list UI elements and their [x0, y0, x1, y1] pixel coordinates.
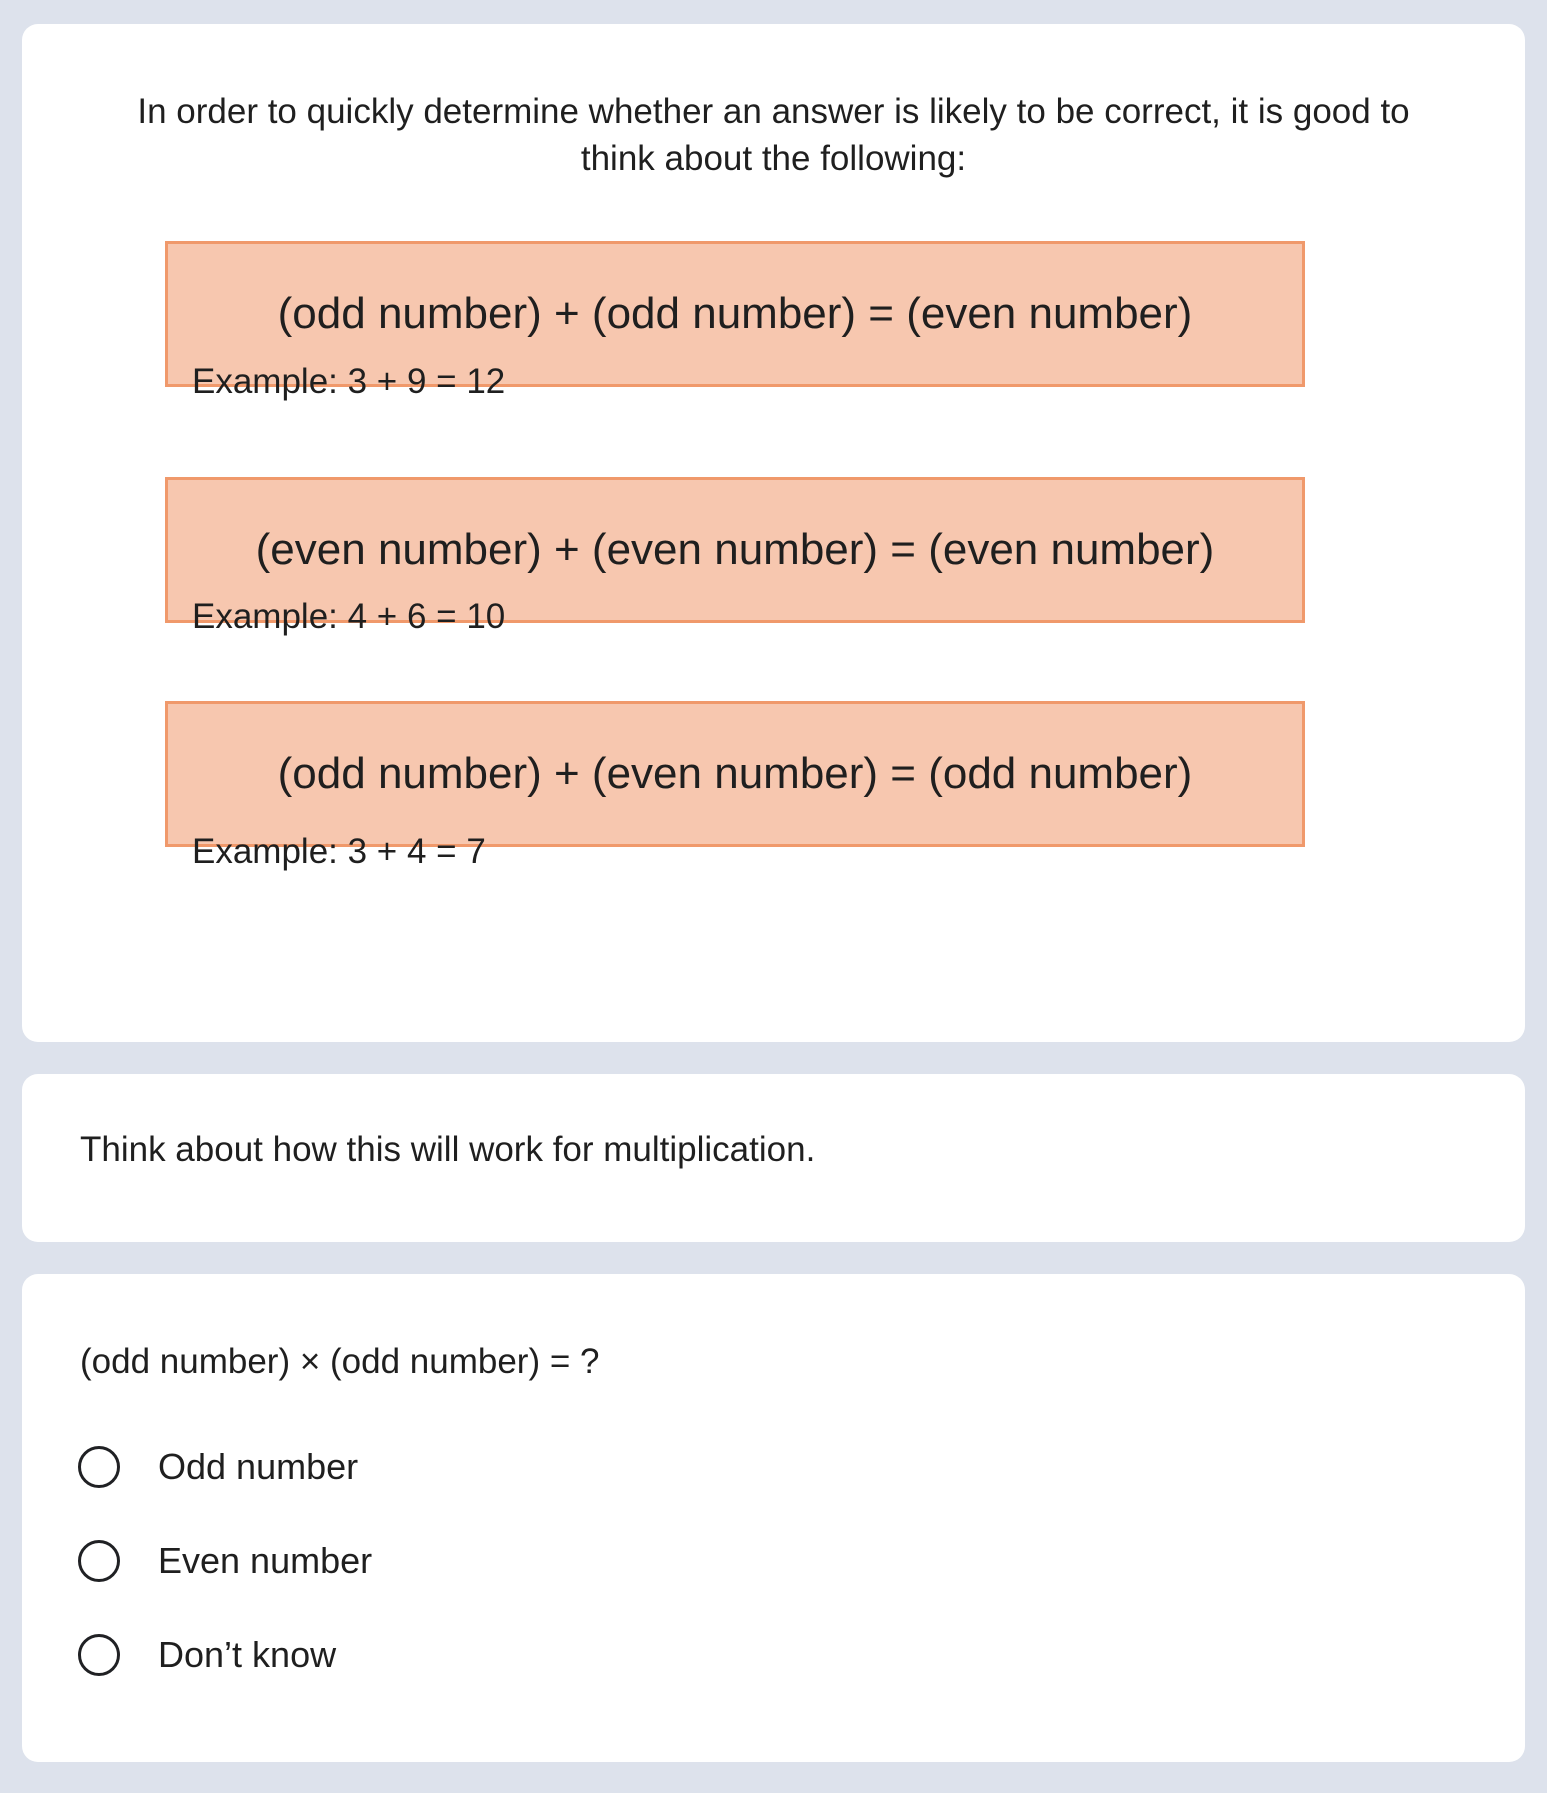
example-even-plus-even: Example: 4 + 6 = 10	[192, 597, 506, 636]
rule-box-odd-plus-odd: (odd number) + (odd number) = (even number)	[165, 241, 1305, 387]
example-odd-plus-odd: Example: 3 + 9 = 12	[192, 362, 506, 401]
radio-button[interactable]	[78, 1446, 120, 1488]
option-label: Don’t know	[158, 1634, 337, 1675]
rule-box-even-plus-even: (even number) + (even number) = (even number)	[165, 477, 1305, 623]
question-text: (odd number) × (odd number) = ?	[80, 1342, 600, 1381]
option-label: Odd number	[158, 1446, 359, 1487]
option-odd-number[interactable]	[78, 1442, 358, 1492]
rule-box-odd-plus-even: (odd number) + (even number) = (odd number)	[165, 701, 1305, 847]
hint-text: Think about how this will work for multiplication.	[80, 1130, 816, 1169]
example-odd-plus-even: Example: 3 + 4 = 7	[192, 832, 486, 871]
option-even-number[interactable]	[78, 1536, 372, 1586]
intro-text: In order to quickly determine whether an answer is likely to be correct, it is good to think about the following:	[137, 92, 1410, 178]
radio-button[interactable]	[78, 1634, 120, 1676]
intro-card	[22, 24, 1525, 1042]
hint-card	[22, 1074, 1525, 1242]
option-dont-know[interactable]	[78, 1630, 336, 1680]
question-card	[22, 1274, 1525, 1762]
option-label: Even number	[158, 1540, 373, 1581]
radio-button[interactable]	[78, 1540, 120, 1582]
